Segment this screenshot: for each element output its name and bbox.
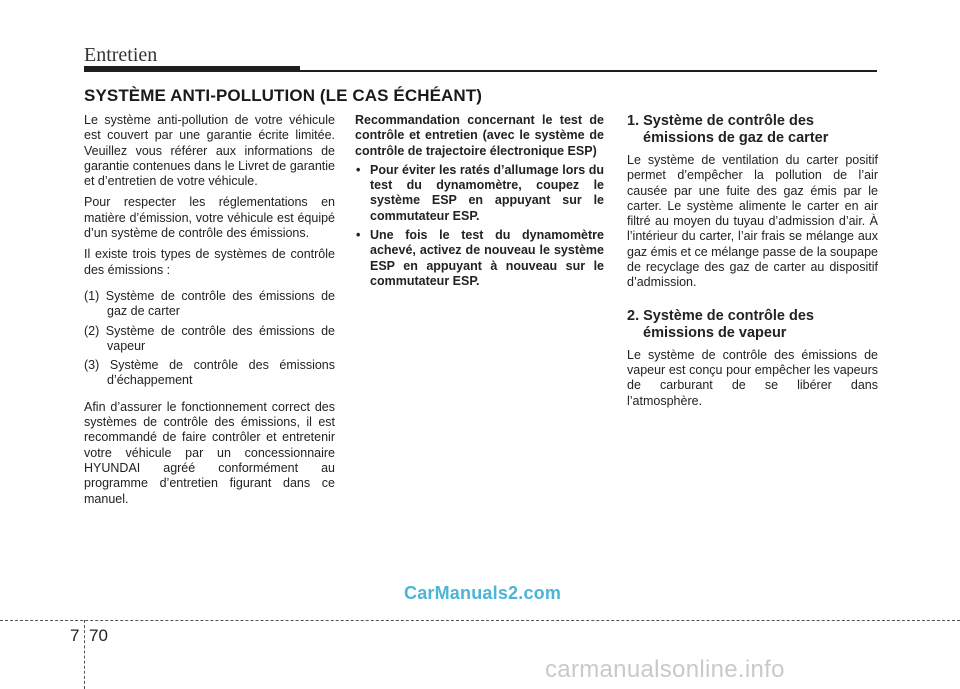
watermark-link[interactable]: CarManuals2.com (404, 583, 562, 603)
paragraph-types-intro: Il existe trois types de systèmes de contrôle des émissions : (84, 247, 335, 277)
header-thick-rule (84, 66, 300, 72)
header-thin-rule (300, 70, 877, 72)
section-title: SYSTÈME ANTI-POLLUTION (LE CAS ÉCHÉANT) (84, 86, 483, 105)
list-item: (2) Système de contrôle des émissions de vapeur (84, 323, 335, 353)
text-column-2 (355, 113, 604, 289)
paragraph-maintenance: Afin d’assurer le fonctionnement correct des systèmes de contrôle des émissions, il est recommandé de faire contrôler et entretenir votre véhicule par un concessionnaire HYUNDAI agréé conformément au programme d’entretien figurant dans ce manuel. (84, 399, 335, 506)
paragraph-vapour: Le système de contrôle des émissions de vapeur est conçu pour empêcher les vapeurs de carburant de se libérer dans l’atmosphère. (627, 347, 878, 408)
chapter-header-title: Entretien (84, 44, 158, 66)
bullet-text: Une fois le test du dynamomètre achevé, activez de nouveau le système ESP en appuyant à nouveau sur le commutateur ESP. (370, 228, 604, 288)
text-column-3 (627, 113, 878, 409)
list-item: (1) Système de contrôle des émissions de gaz de carter (84, 288, 335, 319)
bullet-text: Pour éviter les ratés d’allumage lors du test du dynamomètre, coupez le système ESP en appuyant sur le commutateur ESP. (370, 162, 604, 223)
bullet-icon: • (356, 228, 361, 243)
emission-systems-list (84, 289, 335, 389)
paragraph-crankcase: Le système de ventilation du carter positif permet d’empêcher la pollution de l’air causée par une fuite des gaz émis par le carter. Le système alimente le carter en air filtré au moyen du tuyau d’admission d’air. À l’intérieur du carter, l’air frais se mélange aux gaz émis et ce mélange passe de la soupape de recyclage des gaz de carter au dispositif d’admission. (627, 153, 878, 290)
footer-dashed-divider (84, 620, 85, 689)
subheading-crankcase: 1. Système de contrôle des émissions de gaz de carter (627, 113, 829, 146)
footer-site-watermark: carmanualsonline.info (545, 656, 785, 683)
chapter-number: 7 (70, 626, 80, 645)
paragraph-warranty: Le système anti-pollution de votre véhicule est couvert par une garantie écrite limitée. Veuillez vous référer aux informations de garantie contenues dans le Livret de garantie et d’entretien de votre véhicule. (84, 113, 335, 189)
bullet-item (355, 228, 604, 289)
footer-dashed-rule (0, 620, 960, 621)
bullet-item (355, 163, 604, 224)
bullet-icon: • (356, 162, 361, 177)
text-column-1 (84, 113, 335, 507)
subheading-vapour: 2. Système de contrôle des émissions de vapeur (627, 307, 814, 341)
esp-recommendation-intro: Recommandation concernant le test de contrôle et entretien (avec le système de contrôle de trajectoire électronique ESP) (355, 113, 604, 158)
list-item: (3) Système de contrôle des émissions d’échappement (84, 358, 335, 388)
paragraph-regulations: Pour respecter les réglementations en matière d’émission, votre véhicule est équipé d’un système de contrôle des émissions. (84, 195, 335, 241)
page-number: 70 (89, 626, 108, 645)
